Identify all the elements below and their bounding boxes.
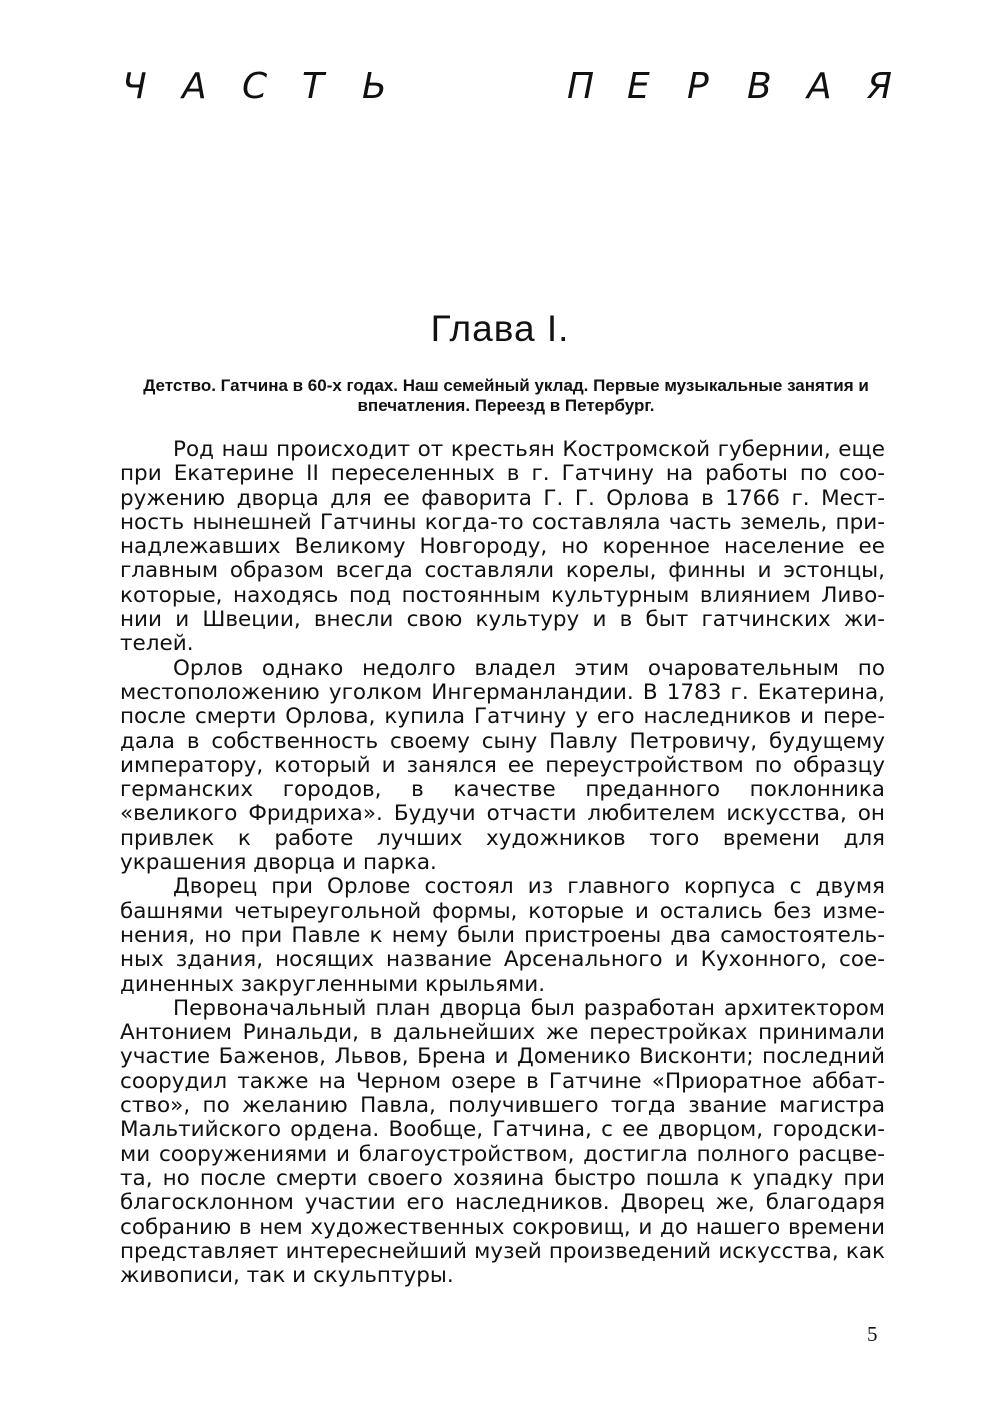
heading-letter: С (242, 66, 268, 107)
heading-letter: Р (686, 66, 709, 107)
part-heading-word-1 (122, 62, 422, 112)
heading-letter: А (182, 66, 207, 107)
paragraph: Орлов однако недолго владел этим очаровательным по местоположению уголком Ингерманландии. В 1783 г. Екатерина, после смерти Орлова, купила Гатчину у его наследников и передала в собственность своему сыну Павлу Петровичу, будущему императору, который и занялся ее переустройством по образцу германских городов, в качестве преданного поклонника «великого Фридриха». Будучи отчасти любителем искусства, он привлек к работе лучших художников того времени для украшения дворца и парка. (120, 655, 885, 876)
part-heading (122, 62, 892, 112)
heading-letter: Я (866, 66, 892, 107)
paragraph: Первоначальный план дворца был разработан архитектором Антонием Ринальди, в дальнейших же перестройках принимали участие Баженов, Львов, Брена и Доменико Висконти; последний соорудил также на Черном озере в Гатчине «Приоратное аббатство», по желанию Павла, получившего тогда звание магистра Мальтийского ордена. Вообще, Гатчина, с ее дворцом, городскими сооружениями и благоустройством, достигла полного расцвета, но после смерти своего хозяина быстро пошла к упадку при благосклонном участии его наследников. Дворец же, благодаря собранию в нем художественных сокровищ, и до нашего времени представляет интереснейший музей произведений искусства, как живописи, так и скульптуры. (120, 995, 885, 1289)
heading-letter: А (806, 66, 832, 107)
chapter-body (120, 438, 885, 1288)
paragraph: Дворец при Орлове состоял из главного корпуса с двумя башнями четыреугольной формы, которые и остались без изменения, но при Павле к нему были пристроены два самостоятельных здания, носящих название Арсенального и Кухонного, соединенных закругленными крыльями. (120, 874, 885, 997)
paragraph: Род наш происходит от крестьян Костромской губернии, еще при Екатерине II переселенных в г. Гатчину на работы по сооружению дворца для ее фаворита Г. Г. Орлова в 1766 г. Местность нынешней Гатчины когда-то составляла часть земель, принадлежавших Великому Новгороду, но коренное население ее главным образом всегда составляли корелы, финны и эстонцы, которые, находясь под постоянным культурным влиянием Ливонии и Швеции, внесли свою культуру и в быт гатчинских жителей. (120, 437, 885, 657)
part-heading-word-2 (567, 62, 892, 112)
page-number: 5 (867, 1322, 878, 1346)
chapter-summary: Детство. Гатчина в 60-х годах. Наш семейный уклад. Первые музыкальные занятия и впечатления. Переезд в Петербург. (143, 376, 869, 415)
heading-letter: Ч (122, 66, 147, 107)
heading-letter: В (746, 66, 772, 107)
heading-letter: Т (302, 66, 324, 107)
chapter-title: Глава I. (430, 308, 570, 349)
heading-letter: П (566, 66, 595, 107)
heading-letter: Е (626, 66, 650, 107)
heading-letter: Ь (362, 66, 387, 107)
